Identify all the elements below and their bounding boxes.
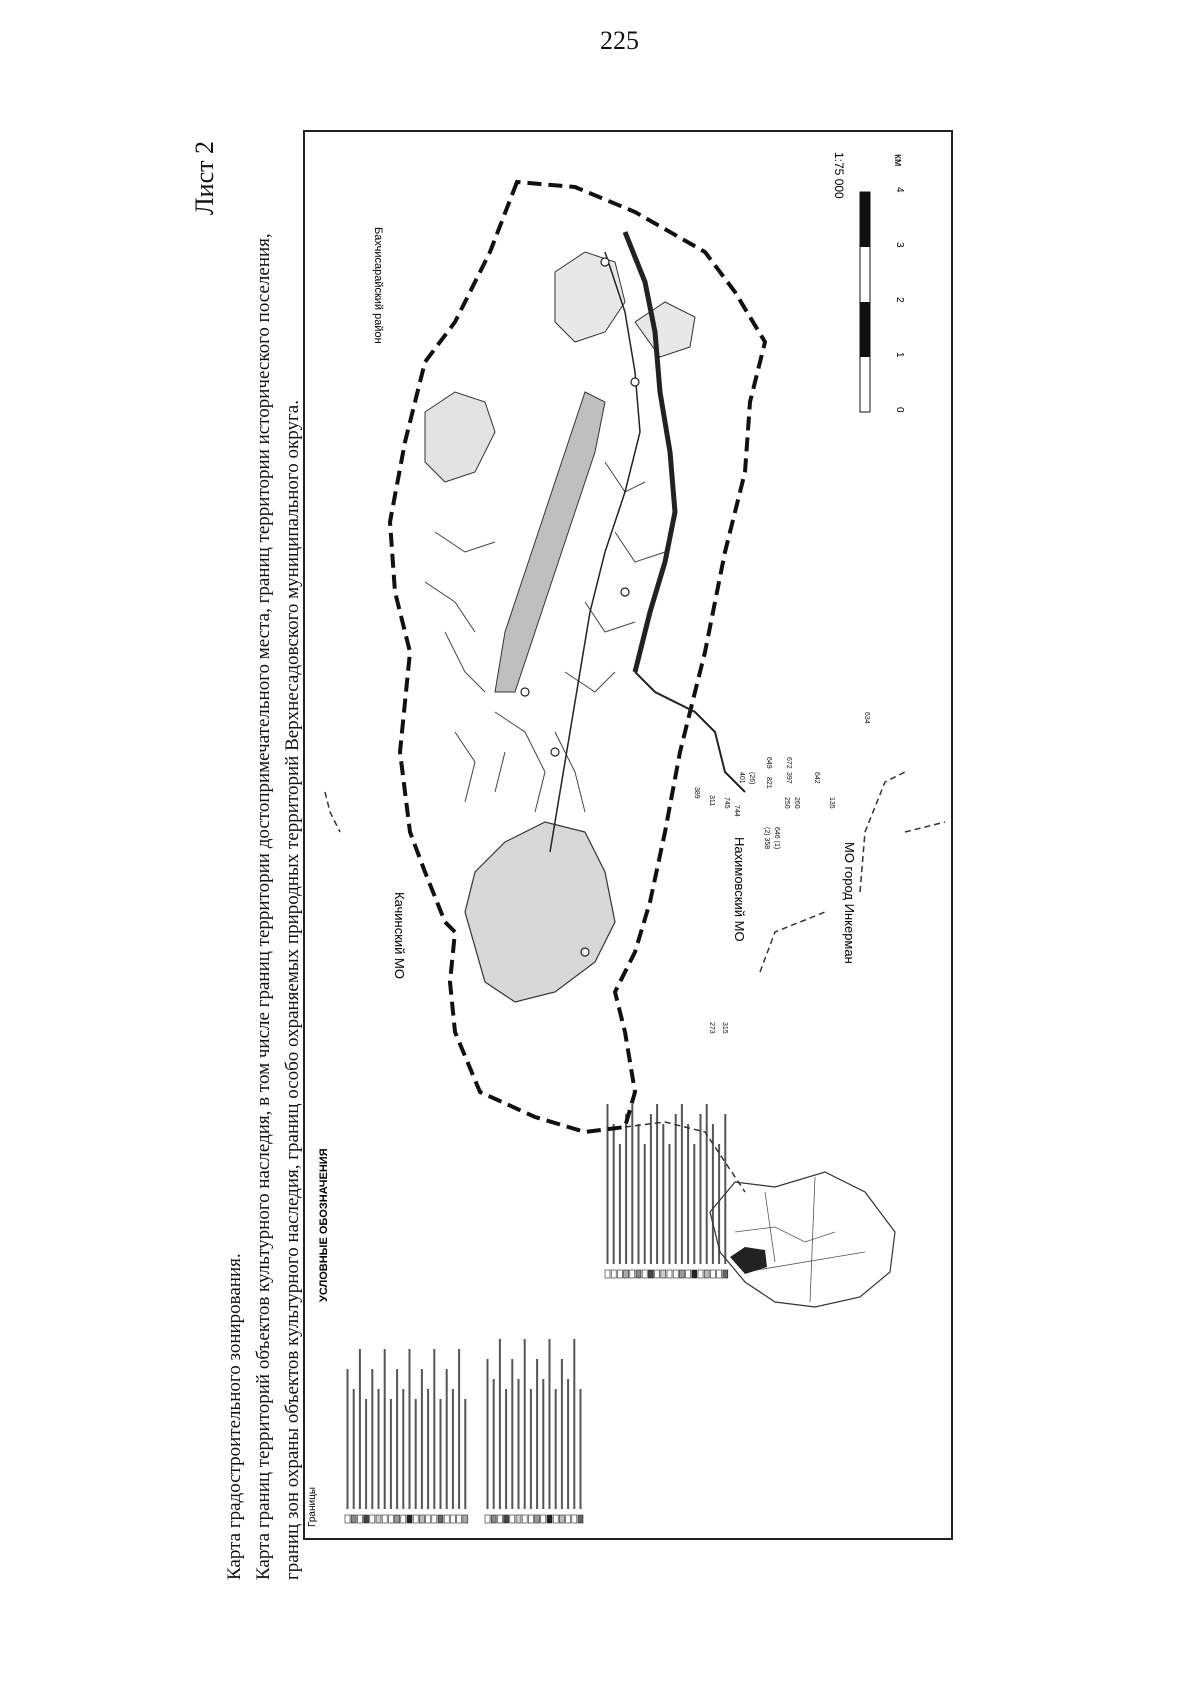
- parcel-number: 745: [723, 797, 730, 809]
- legend-swatch: [673, 1270, 678, 1278]
- legend-swatch: [419, 1515, 424, 1523]
- legend-swatch: [717, 1270, 722, 1278]
- scale-tick: 2: [894, 297, 905, 303]
- legend-swatch: [624, 1270, 629, 1278]
- zoning-map: [305, 132, 955, 1542]
- page-number: 225: [600, 26, 639, 55]
- legend-swatch: [698, 1270, 703, 1278]
- label-kachinsky: Качинский МО: [392, 892, 407, 979]
- parcel-number: 646 (1): [773, 827, 780, 850]
- legend-swatch: [655, 1270, 660, 1278]
- inset-locator-map: [710, 1172, 895, 1307]
- legend-swatch: [426, 1515, 431, 1523]
- caption-line-2: Карта границ территорий объектов культурного наследия, в том числе границ территории достопримечательного места, границ территории исторического поселения,: [253, 233, 274, 1580]
- zone-parcels-east: [555, 252, 695, 357]
- legend-swatch: [528, 1515, 533, 1523]
- legend-swatch: [617, 1270, 622, 1278]
- legend-swatch: [345, 1515, 350, 1523]
- parcel-number: 642: [813, 772, 820, 784]
- parcel-number: 649: [765, 757, 772, 769]
- legend-title: УСЛОВНЫЕ ОБОЗНАЧЕНИЯ: [318, 1148, 330, 1302]
- legend-swatch: [679, 1270, 684, 1278]
- legend-swatch: [364, 1515, 369, 1523]
- legend-swatch: [388, 1515, 393, 1523]
- legend-swatch: [438, 1515, 443, 1523]
- parcel-number: 744: [733, 805, 740, 817]
- caption-line-1: Карта градостроительного зонирования.: [224, 1253, 245, 1580]
- scale-tick: 4: [894, 187, 905, 193]
- scale-tick: 0: [894, 407, 905, 413]
- legend-swatch: [450, 1515, 455, 1523]
- zone-central: [495, 392, 605, 692]
- legend-swatch: [376, 1515, 381, 1523]
- legend-swatch: [667, 1270, 672, 1278]
- zone-residential: [465, 822, 615, 1002]
- legend-swatch: [395, 1515, 400, 1523]
- legend-swatch: [692, 1270, 697, 1278]
- legend-swatch: [559, 1515, 564, 1523]
- legend-swatch: [463, 1515, 468, 1523]
- parcel-number: 273: [708, 1022, 715, 1034]
- legend-swatch: [547, 1515, 552, 1523]
- scale-ratio: 1:75 000: [832, 152, 846, 199]
- legend-swatch: [566, 1515, 571, 1523]
- legend-panel: [307, 1104, 728, 1527]
- neighbor-boundary: [325, 772, 945, 1192]
- parcel-number: 821: [765, 777, 772, 789]
- parcel-number: 135: [828, 797, 835, 809]
- label-bakhchisaray: Бахчисарайский район: [372, 227, 384, 344]
- legend-swatch: [661, 1270, 666, 1278]
- parcel-number: 397: [785, 772, 792, 784]
- legend-swatch: [401, 1515, 406, 1523]
- stream: [635, 672, 745, 792]
- legend-swatch: [553, 1515, 558, 1523]
- legend-swatch: [630, 1270, 635, 1278]
- legend-swatch: [522, 1515, 527, 1523]
- scale-tick: 1: [894, 352, 905, 358]
- legend-swatch: [636, 1270, 641, 1278]
- legend-swatch: [723, 1270, 728, 1278]
- label-inkerman: МО город Инкерман: [842, 842, 857, 964]
- legend-swatch: [611, 1270, 616, 1278]
- map-frame: [303, 130, 953, 1540]
- scale-unit: км: [892, 154, 904, 167]
- zone-west: [425, 392, 495, 482]
- legend-first-heading: Границы: [307, 1487, 318, 1527]
- river: [625, 232, 675, 672]
- legend-swatch: [572, 1515, 577, 1523]
- legend-swatch: [357, 1515, 362, 1523]
- label-nakhimovsky: Нахимовский МО: [732, 837, 747, 942]
- legend-swatch: [686, 1270, 691, 1278]
- parcel-number: 315: [721, 1022, 728, 1034]
- legend-rows: [345, 1104, 728, 1523]
- map-caption: [220, 20, 310, 1580]
- legend-swatch: [444, 1515, 449, 1523]
- legend-swatch: [370, 1515, 375, 1523]
- legend-swatch: [516, 1515, 521, 1523]
- legend-swatch: [710, 1270, 715, 1278]
- legend-swatch: [407, 1515, 412, 1523]
- parcel-number: (26): [748, 772, 755, 785]
- parcel-number: 634: [863, 712, 870, 724]
- legend-swatch: [642, 1270, 647, 1278]
- road: [550, 252, 640, 852]
- parcel-number: 250: [783, 797, 790, 809]
- legend-swatch: [382, 1515, 387, 1523]
- legend-swatch: [510, 1515, 515, 1523]
- legend-swatch: [351, 1515, 356, 1523]
- legend-swatch: [535, 1515, 540, 1523]
- parcel-number: 672: [785, 757, 792, 769]
- scale-bar: [832, 152, 905, 413]
- parcel-number: 401: [738, 772, 745, 784]
- caption-line-3: границ зон охраны объектов культурного наследия, границ особо охраняемых природных территорий Верхнесадовского муниципального округа.: [282, 400, 303, 1580]
- legend-swatch: [578, 1515, 583, 1523]
- legend-swatch: [504, 1515, 509, 1523]
- legend-swatch: [457, 1515, 462, 1523]
- legend-swatch: [485, 1515, 490, 1523]
- legend-swatch: [413, 1515, 418, 1523]
- legend-swatch: [432, 1515, 437, 1523]
- legend-swatch: [605, 1270, 610, 1278]
- parcel-number: 311: [708, 795, 715, 807]
- legend-swatch: [704, 1270, 709, 1278]
- scale-tick: 3: [894, 242, 905, 248]
- legend-swatch: [491, 1515, 496, 1523]
- parcel-number: (2) 358: [763, 827, 770, 850]
- legend-swatch: [541, 1515, 546, 1523]
- parcel-number: 260: [793, 797, 800, 809]
- legend-swatch: [497, 1515, 502, 1523]
- sheet-label: Лист 2: [190, 141, 219, 215]
- parcel-number: 389: [693, 787, 700, 799]
- legend-swatch: [648, 1270, 653, 1278]
